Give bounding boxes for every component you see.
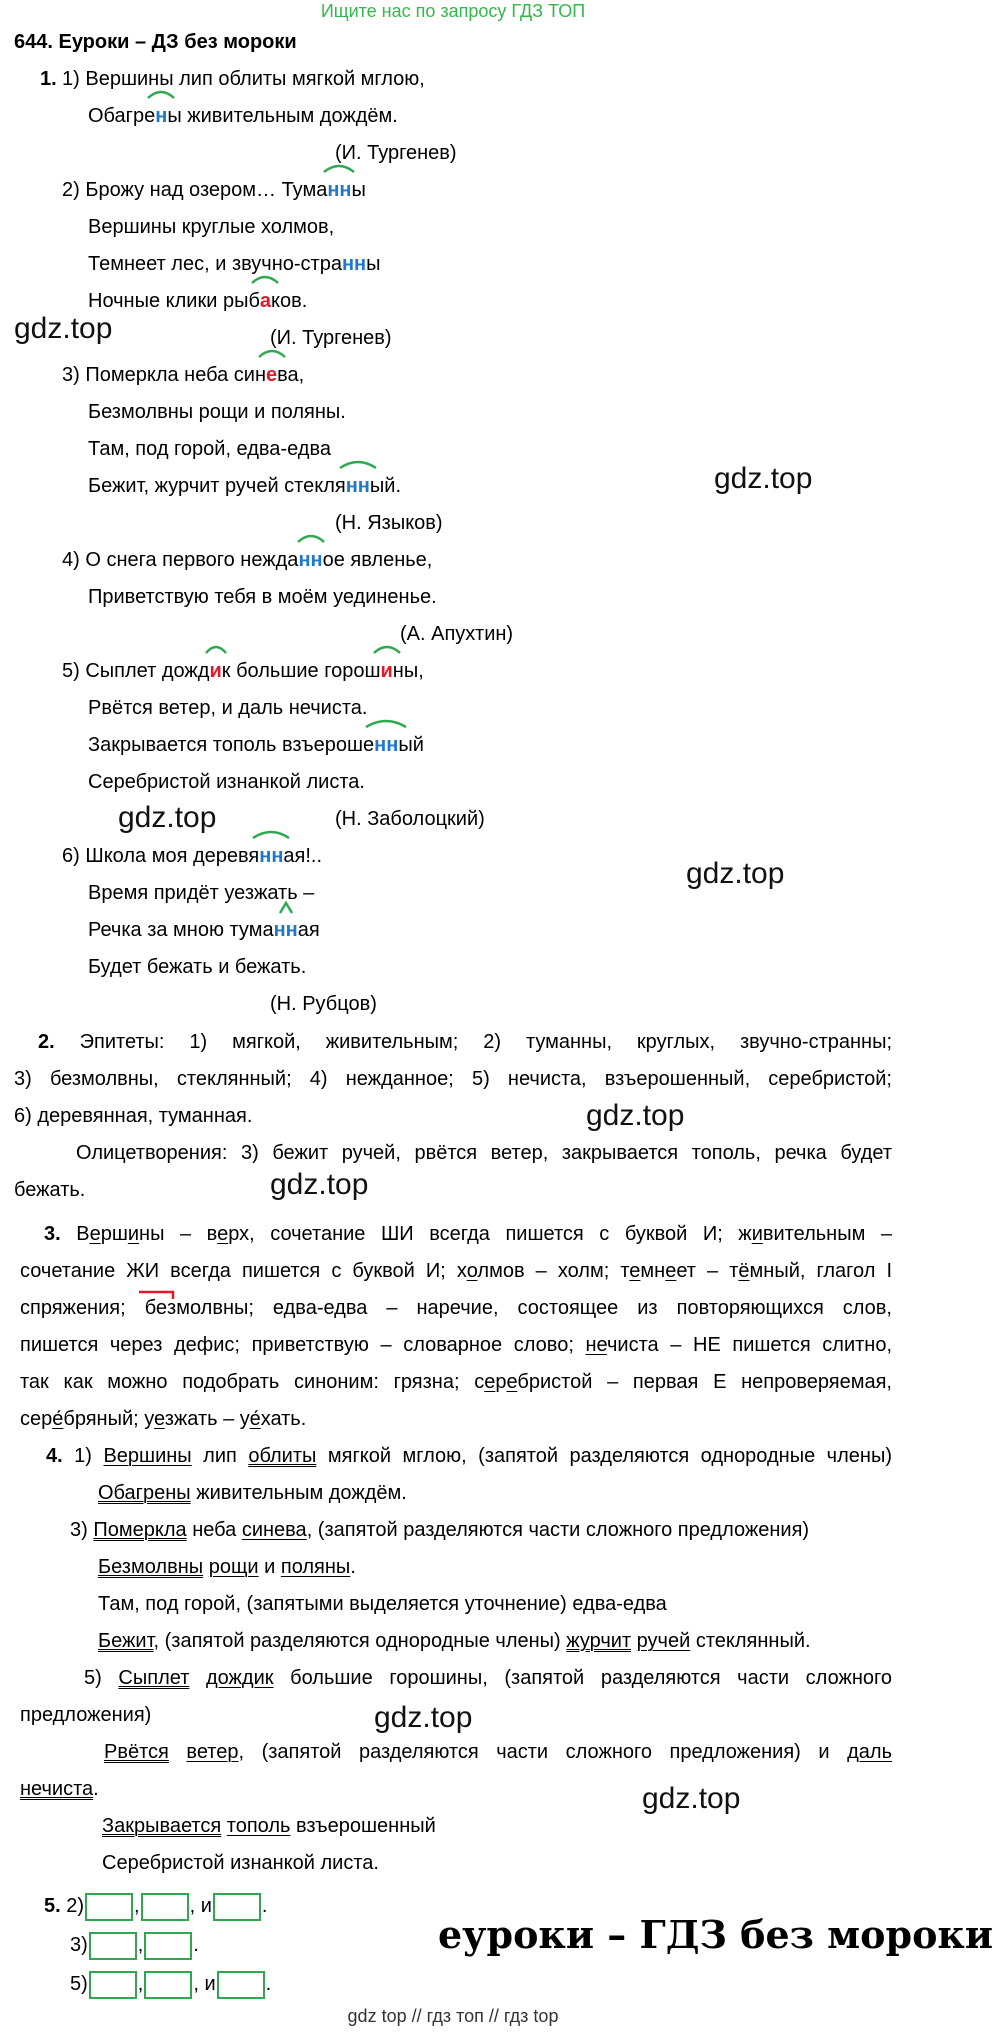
section-3-line-5: так как можно подобрать синоним: грязна; серебристой – первая Е непроверяемая, bbox=[20, 1371, 892, 1393]
section-2-line-2: 3) безмолвны, стеклянный; 4) нежданное; 5) нечиста, взъерошенный, серебристой; bbox=[14, 1068, 892, 1090]
section-4-s5-line-1: 5) Сыплет дождик большие горошины, (запятой разделяются части сложного bbox=[84, 1667, 892, 1689]
watermark: gdz.top bbox=[270, 1168, 369, 1201]
watermark: gdz.top bbox=[14, 312, 113, 345]
arc-mark-icon bbox=[146, 86, 176, 100]
arc-mark-icon bbox=[338, 456, 378, 470]
section-2-line-5: бежать. bbox=[14, 1179, 86, 1201]
scheme-box bbox=[213, 1893, 261, 1921]
poem-6-line-4: Будет бежать и бежать. bbox=[88, 956, 307, 978]
section-2-line-3: 6) деревянная, туманная. bbox=[14, 1105, 253, 1127]
section-5-row-2: 3) , . bbox=[70, 1930, 199, 1960]
poem-5-line-1: 5) Сыплет дожди к большие гороши ны, bbox=[62, 659, 424, 683]
poem-2-line-2: Вершины круглые холмов, bbox=[88, 216, 335, 238]
scheme-box bbox=[85, 1893, 133, 1921]
poem-6-line-3: Речка за мною туманн ая bbox=[88, 918, 320, 942]
section-1-number: 1. bbox=[40, 68, 57, 90]
section-4-s5-line-6: Серебристой изнанкой листа. bbox=[102, 1852, 379, 1874]
prefix-mark-icon bbox=[137, 1290, 175, 1300]
section-3-line-4: пишется через дефис; приветствую – словарное слово; нечиста – НЕ пишется слитно, bbox=[20, 1334, 892, 1356]
poem-1-author: (И. Тургенев) bbox=[335, 142, 457, 164]
scheme-box bbox=[141, 1893, 189, 1921]
poem-6-line-2: Время придёт уезжать – bbox=[88, 882, 315, 904]
section-3-line-1: 3. Вершины – верх, сочетание ШИ всегда пишется с буквой И; живительным – bbox=[44, 1223, 892, 1245]
section-3-line-6: сере́бряный; уезжать – уе́хать. bbox=[20, 1408, 307, 1430]
section-4-s5-line-3: Рвётся ветер, (запятой разделяются части сложного предложения) и даль bbox=[104, 1741, 892, 1763]
section-4-s5-line-4: нечиста. bbox=[20, 1778, 99, 1800]
scheme-box bbox=[217, 1971, 265, 1999]
brand-logo-text: еуроки – ГДЗ без мороки bbox=[438, 1912, 993, 1957]
poem-5-line-2: Рвётся ветер, и даль нечиста. bbox=[88, 697, 368, 719]
poem-6-author: (Н. Рубцов) bbox=[270, 993, 377, 1015]
arc-mark-icon bbox=[364, 715, 408, 729]
arc-mark-icon bbox=[372, 641, 402, 655]
poem-2-author: (И. Тургенев) bbox=[270, 327, 392, 349]
watermark: gdz.top bbox=[118, 801, 217, 834]
arc-mark-icon bbox=[296, 530, 326, 544]
poem-5-line-3: Закрывается тополь взъерошенн ый bbox=[88, 733, 424, 757]
arc-mark-icon bbox=[257, 345, 287, 359]
poem-4-line-1: 4) О снега первого нежданн ое явленье, bbox=[62, 548, 432, 572]
stress-mark: н bbox=[155, 104, 167, 128]
watermark: gdz.top bbox=[586, 1099, 685, 1132]
arc-mark-icon bbox=[322, 160, 356, 174]
header-notice: Ищите нас по запросу ГДЗ ТОП bbox=[320, 1, 586, 21]
poem-2-line-3: Темнеет лес, и звучно-странны bbox=[88, 253, 381, 275]
poem-3-line-3: Там, под горой, едва-едва bbox=[88, 438, 331, 460]
section-2-line-1: 2. Эпитеты: 1) мягкой, живительным; 2) туманны, круглых, звучно-странны; bbox=[38, 1031, 892, 1053]
watermark: gdz.top bbox=[714, 462, 813, 495]
section-4-s3-line-1: 3) Померкла неба синева, (запятой разделяются части сложного предложения) bbox=[70, 1519, 810, 1541]
poem-4-author: (А. Апухтин) bbox=[400, 623, 514, 645]
section-4-s3-line-3: Там, под горой, (запятыми выделяется уточнение) едва-едва bbox=[98, 1593, 667, 1615]
arc-mark-icon bbox=[204, 641, 228, 655]
poem-6-line-1: 6) Школа моя деревянн ая!.. bbox=[62, 844, 322, 868]
poem-2-line-1: 2) Брожу над озером… Туманн ы bbox=[62, 178, 366, 202]
poem-4-line-2: Приветствую тебя в моём уединенье. bbox=[88, 586, 437, 608]
scheme-box bbox=[89, 1932, 137, 1960]
scheme-box bbox=[144, 1971, 192, 1999]
section-5-row-1: 5. 2) , , и . bbox=[44, 1891, 267, 1921]
section-3-line-2: сочетание ЖИ всегда пишется с буквой И; холмов – холм; темнеет – тёмный, глагол I bbox=[20, 1260, 892, 1282]
section-4-s3-line-4: Бежит, (запятой разделяются однородные члены) журчит ручей стеклянный. bbox=[98, 1630, 811, 1652]
poem-2-line-4: Ночные клики рыба ков. bbox=[88, 289, 307, 313]
section-4-s5-line-2: предложения) bbox=[20, 1704, 152, 1726]
poem-5-author: (Н. Заболоцкий) bbox=[335, 808, 485, 830]
poem-1-line-2: Обагрен ы живительным дождём. bbox=[88, 104, 398, 128]
caret-mark-icon bbox=[278, 900, 294, 914]
poem-3-line-1: 3) Померкла неба сине ва, bbox=[62, 363, 304, 387]
section-4-s3-line-2: Безмолвны рощи и поляны. bbox=[98, 1556, 356, 1578]
poem-5-line-4: Серебристой изнанкой листа. bbox=[88, 771, 365, 793]
poem-3-line-4: Бежит, журчит ручей стеклянн ый. bbox=[88, 474, 401, 498]
scheme-box bbox=[144, 1932, 192, 1960]
arc-mark-icon bbox=[250, 271, 280, 285]
scheme-box bbox=[89, 1971, 137, 1999]
poem-3-author: (Н. Языков) bbox=[335, 512, 443, 534]
watermark: gdz.top bbox=[374, 1701, 473, 1734]
poem-3-line-2: Безмолвны рощи и поляны. bbox=[88, 401, 346, 423]
poem-1-line-1: 1) Вершины лип облиты мягкой мглою, bbox=[62, 68, 425, 90]
section-4-s1-line-1: 4. 1) Вершины лип облиты мягкой мглою, (запятой разделяются однородные члены) bbox=[46, 1445, 892, 1467]
footer: gdz top // гдз топ // гдз top bbox=[347, 2006, 559, 2026]
watermark: gdz.top bbox=[686, 857, 785, 890]
watermark: gdz.top bbox=[642, 1782, 741, 1815]
section-3-line-3: спряжения; бе змолвны; едва-едва – наречие, состоящее из повторяющихся слов, bbox=[14, 1296, 892, 1320]
page-title: 644. Еуроки – ДЗ без мороки bbox=[14, 31, 297, 53]
arc-mark-icon bbox=[251, 826, 291, 840]
section-4-s1-line-2: Обагрены живительным дождём. bbox=[98, 1482, 407, 1504]
section-5-row-3: 5) , , и . bbox=[70, 1969, 271, 1999]
section-2-line-4: Олицетворения: 3) бежит ручей, рвётся ветер, закрывается тополь, речка будет bbox=[76, 1142, 892, 1164]
section-4-s5-line-5: Закрывается тополь взъерошенный bbox=[102, 1815, 436, 1837]
prefix-mark: бе bbox=[145, 1296, 167, 1320]
